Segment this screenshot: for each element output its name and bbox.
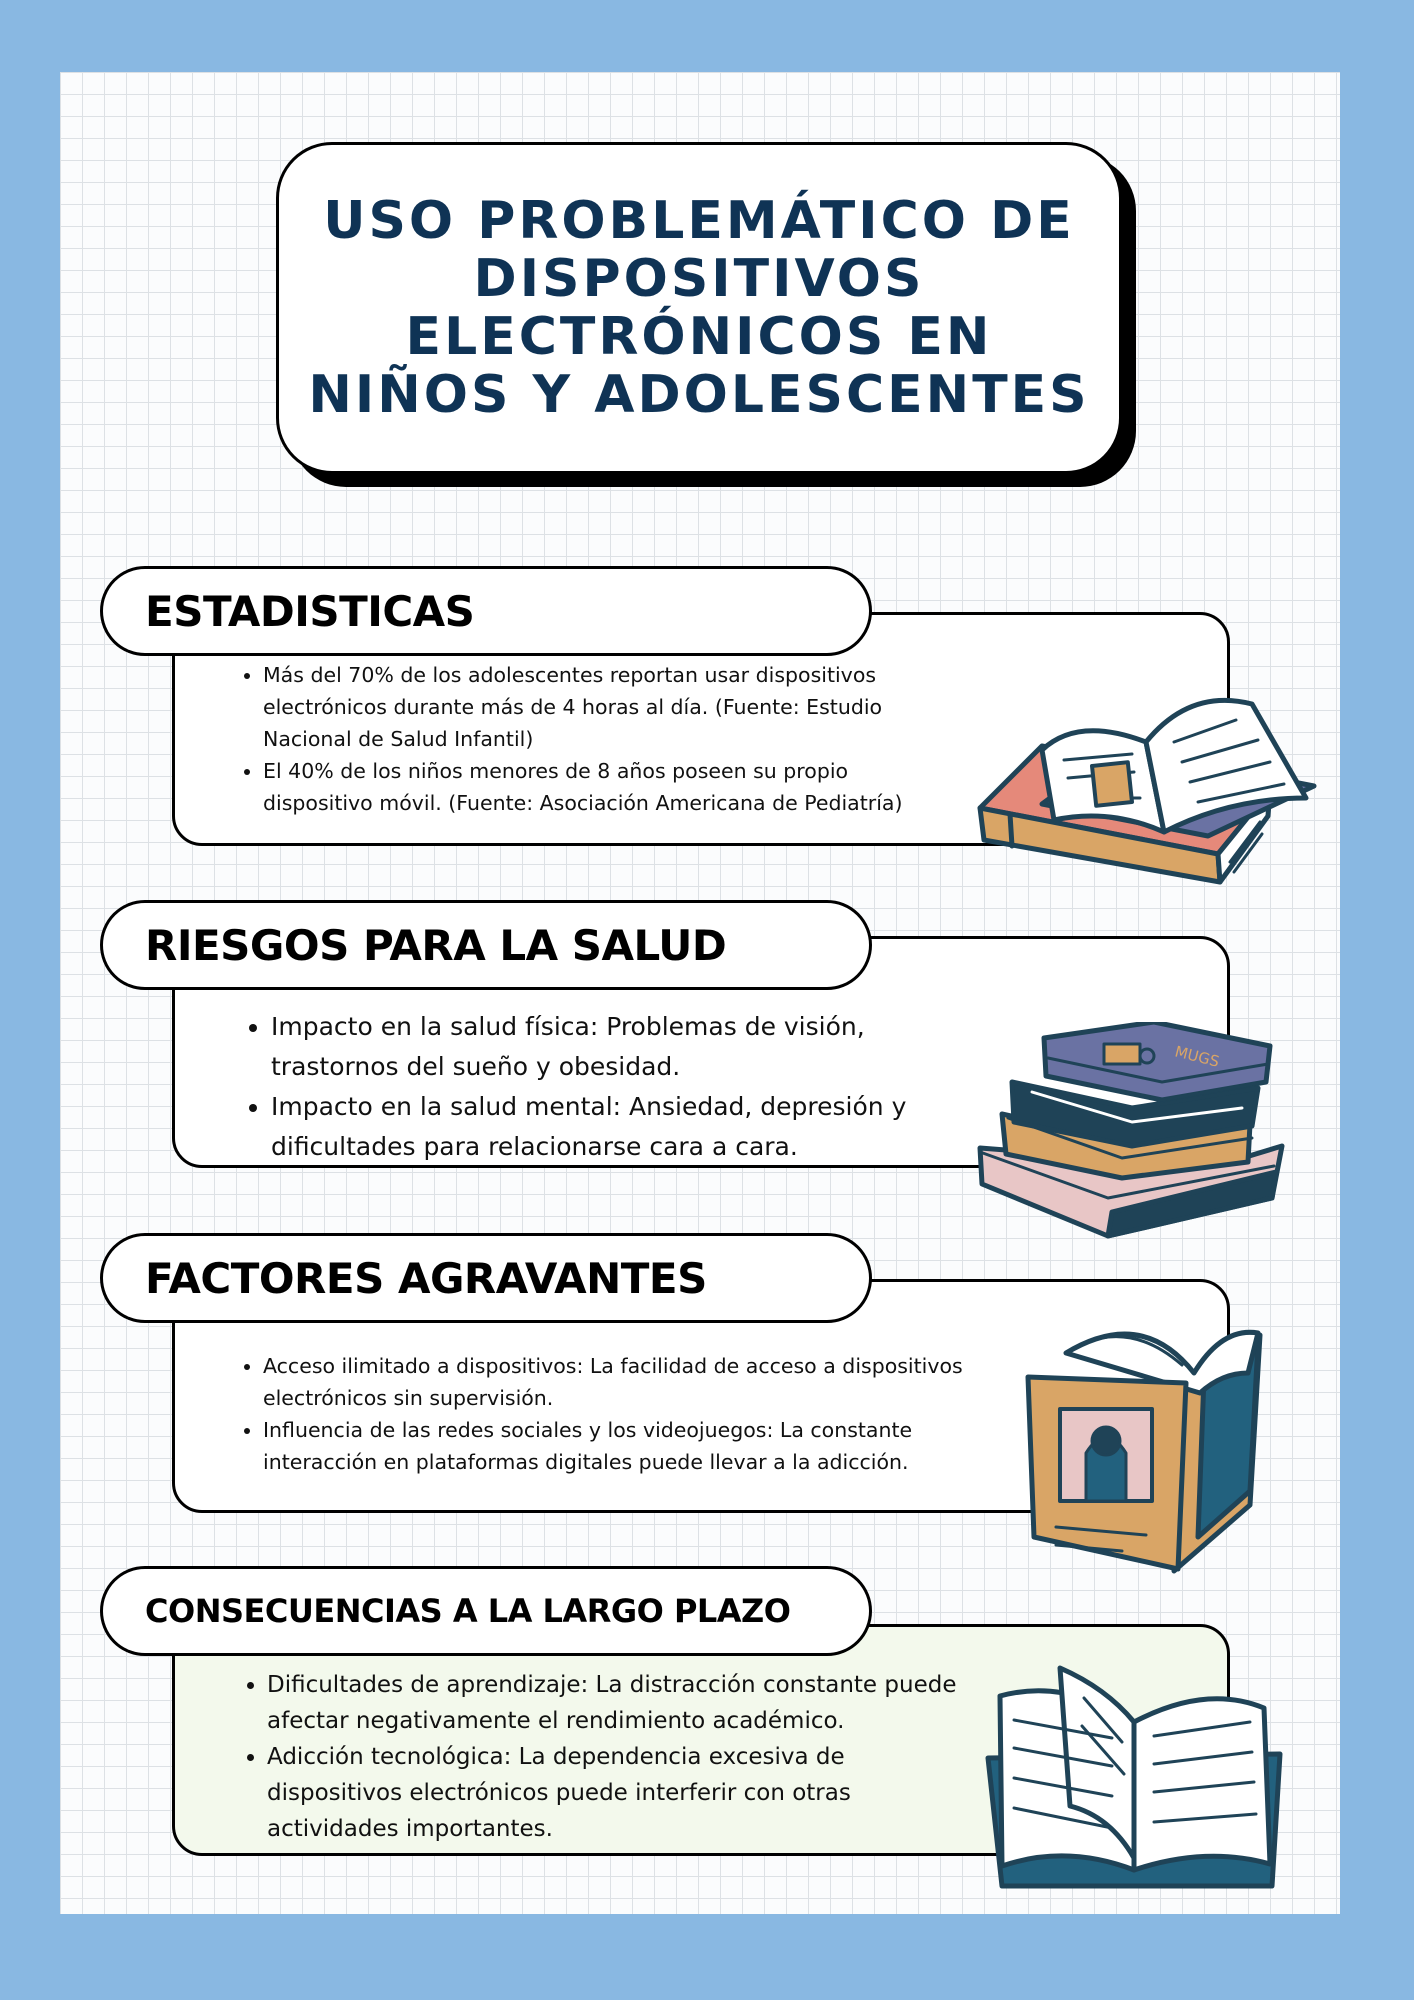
list-item: • El 40% de los niños menores de 8 años poseen su propio dispositivo móvil. (Fuente: Asociación Americana de Pediatría) xyxy=(263,755,953,819)
section-heading: ESTADISTICAS xyxy=(145,586,475,636)
section-consecuencias xyxy=(0,1566,1414,1926)
bullet-list xyxy=(239,1667,967,1847)
bullet-list xyxy=(235,1350,1023,1478)
bullet-list xyxy=(243,1007,951,1167)
book-spine-text: MUGS xyxy=(1173,1042,1222,1071)
section-heading-box xyxy=(100,1233,872,1323)
title-line-2: DISPOSITIVOS xyxy=(473,249,925,309)
page-title xyxy=(299,192,1099,424)
section-heading-box xyxy=(100,1566,872,1656)
title-line-4: NIÑOS Y ADOLESCENTES xyxy=(308,365,1090,425)
list-item: • Influencia de las redes sociales y los videojuegos: La constante interacción en plataformas digitales puede llevar a la adicción. xyxy=(263,1414,1023,1478)
section-heading-box xyxy=(100,900,872,990)
bullet-list xyxy=(235,659,953,819)
list-item: • Adicción tecnológica: La dependencia excesiva de dispositivos electrónicos puede interferir con otras actividades importantes. xyxy=(267,1739,967,1847)
section-heading: RIESGOS PARA LA SALUD xyxy=(145,920,727,970)
open-book-icon xyxy=(984,1658,1286,1894)
list-item: • Más del 70% de los adolescentes reportan usar dispositivos electrónicos durante más de 4 horas al día. (Fuente: Estudio Nacional de Salud Infantil) xyxy=(263,659,953,755)
title-line-1: USO PROBLEMÁTICO DE xyxy=(323,191,1075,251)
closed-book-stack-icon xyxy=(972,1022,1292,1240)
section-heading-box xyxy=(100,566,872,656)
list-item: • Acceso ilimitado a dispositivos: La facilidad de acceso a dispositivos electrónicos sin supervisión. xyxy=(263,1350,1023,1414)
list-item: • Impacto en la salud física: Problemas de visión, trastornos del sueño y obesidad. xyxy=(271,1007,951,1087)
title-line-3: ELECTRÓNICOS EN xyxy=(405,307,993,367)
list-item: • Impacto en la salud mental: Ansiedad, depresión y dificultades para relacionarse cara a cara. xyxy=(271,1087,951,1167)
standing-book-icon xyxy=(1022,1313,1266,1577)
section-estadisticas xyxy=(0,566,1414,926)
section-heading: FACTORES AGRAVANTES xyxy=(145,1253,707,1303)
section-heading: CONSECUENCIAS A LA LARGO PLAZO xyxy=(145,1592,791,1630)
open-book-stack-icon xyxy=(968,658,1320,920)
section-riesgos xyxy=(0,900,1414,1260)
list-item: • Dificultades de aprendizaje: La distracción constante puede afectar negativamente el rendimiento académico. xyxy=(267,1667,967,1739)
section-factores xyxy=(0,1233,1414,1593)
title-banner xyxy=(276,142,1122,474)
